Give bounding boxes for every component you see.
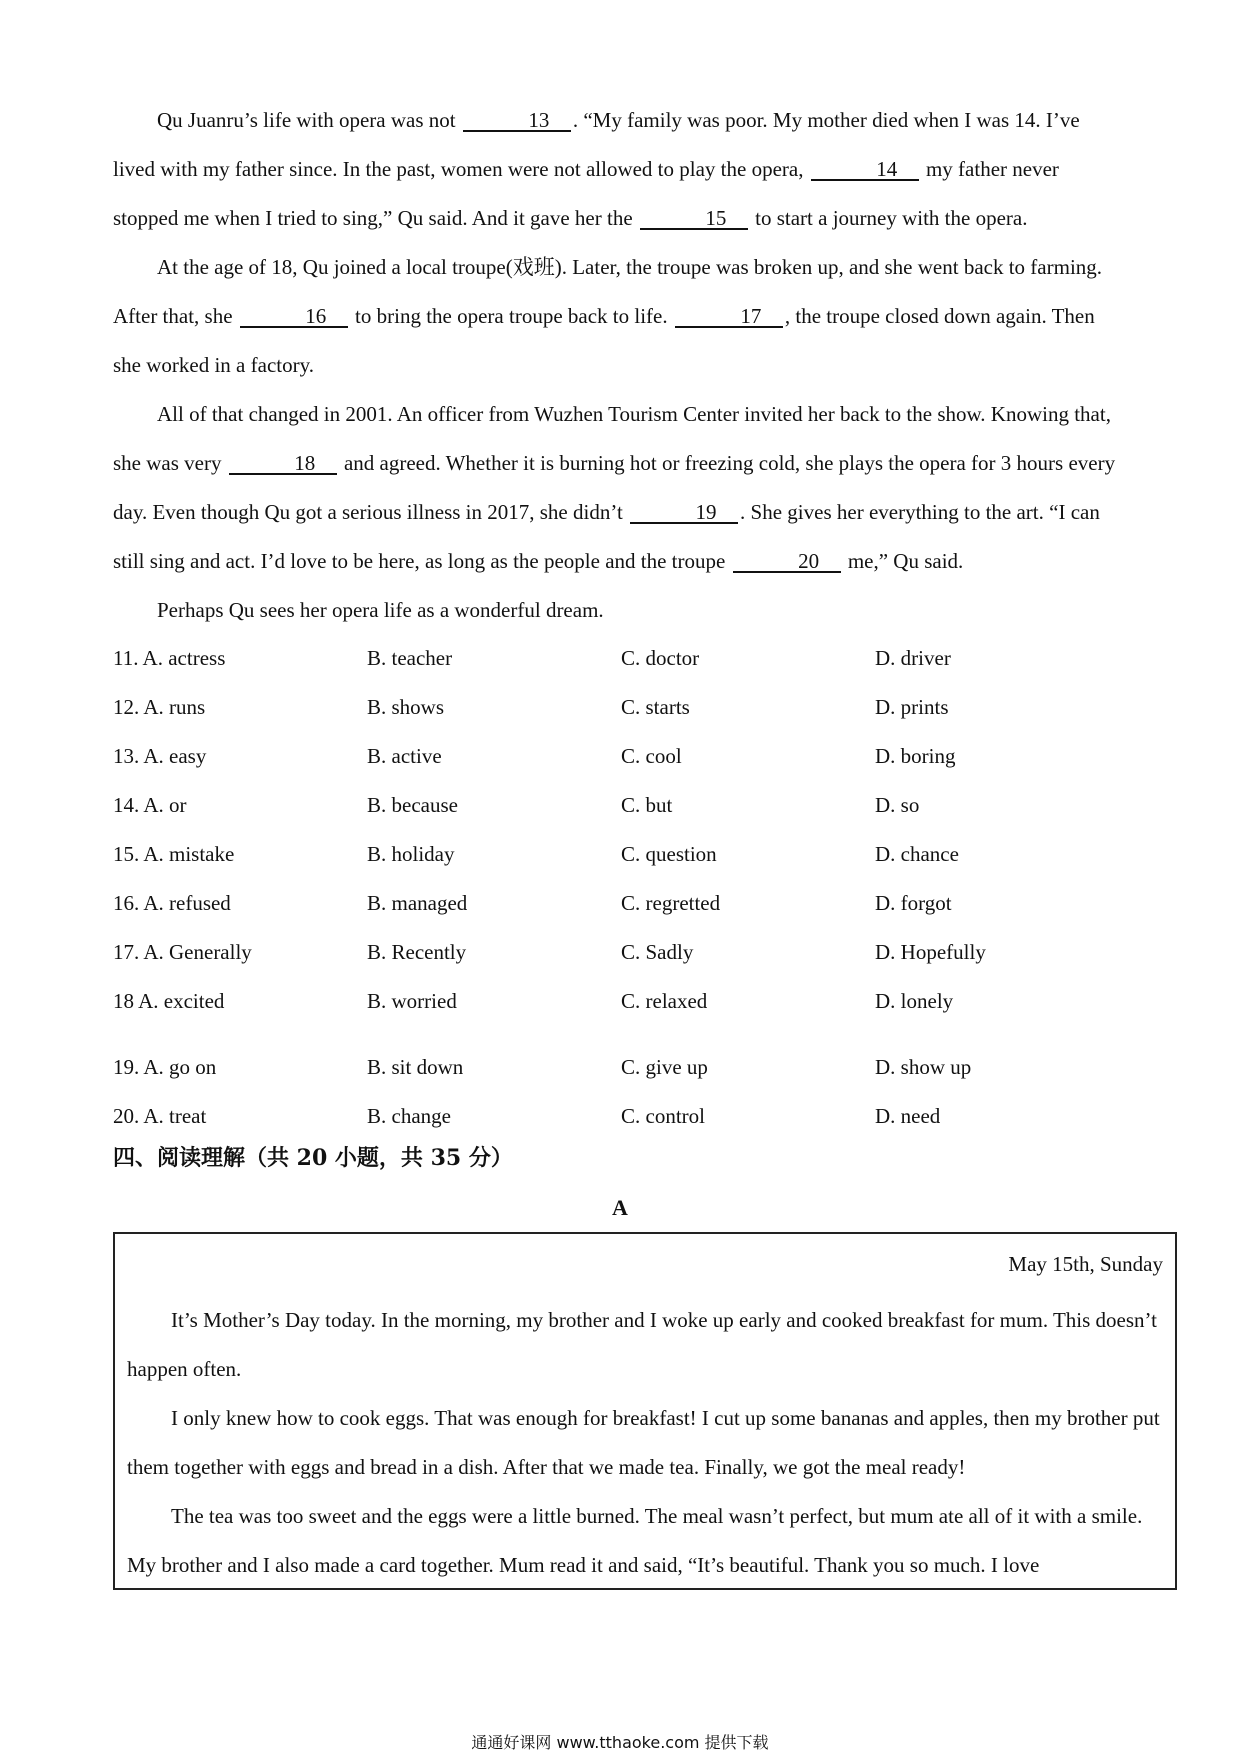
answer-options bbox=[113, 634, 1123, 1141]
option-d[interactable]: D. need bbox=[875, 1104, 941, 1128]
option-b[interactable]: B. sit down bbox=[367, 1055, 464, 1079]
option-c[interactable]: C. Sadly bbox=[621, 940, 694, 964]
blank-17[interactable]: 17 bbox=[675, 306, 783, 328]
option-b[interactable]: B. holiday bbox=[367, 842, 455, 866]
blank-19[interactable]: 19 bbox=[630, 502, 738, 524]
cloze-paragraph-1: Qu Juanru’s life with opera was not 13 . “My family was poor. My mother died when I was 14. I’ve lived with my father since. In the past, women were not allowed to play the opera, 14 my father never stopped me when I tried to sing,” Qu said. And it gave her the 15 to start a journey with the opera. bbox=[113, 108, 1080, 230]
option-a[interactable]: 11. A. actress bbox=[113, 646, 226, 670]
option-b[interactable]: B. because bbox=[367, 793, 458, 817]
option-b[interactable]: B. worried bbox=[367, 989, 457, 1013]
option-d[interactable]: D. driver bbox=[875, 646, 951, 670]
option-d[interactable]: D. prints bbox=[875, 695, 949, 719]
option-c[interactable]: C. question bbox=[621, 842, 717, 866]
blank-14[interactable]: 14 bbox=[811, 159, 919, 181]
option-a[interactable]: 19. A. go on bbox=[113, 1055, 217, 1079]
diary-text bbox=[127, 1296, 1167, 1590]
option-c[interactable]: C. cool bbox=[621, 744, 682, 768]
option-a[interactable]: 20. A. treat bbox=[113, 1104, 207, 1128]
blank-20[interactable]: 20 bbox=[733, 551, 841, 573]
option-d[interactable]: D. so bbox=[875, 793, 920, 817]
diary-date: May 15th, Sunday bbox=[1008, 1252, 1163, 1276]
option-row-14 bbox=[113, 781, 1123, 830]
option-c[interactable]: C. starts bbox=[621, 695, 690, 719]
option-b[interactable]: B. shows bbox=[367, 695, 445, 719]
diary-box bbox=[113, 1232, 1177, 1590]
option-a[interactable]: 13. A. easy bbox=[113, 744, 207, 768]
option-a[interactable]: 12. A. runs bbox=[113, 695, 206, 719]
option-b[interactable]: B. Recently bbox=[367, 940, 467, 964]
option-row-13 bbox=[113, 732, 1123, 781]
option-c[interactable]: C. give up bbox=[621, 1055, 708, 1079]
option-d[interactable]: D. show up bbox=[875, 1055, 972, 1079]
option-row-19 bbox=[113, 1043, 1123, 1092]
option-row-12 bbox=[113, 683, 1123, 732]
option-c[interactable]: C. control bbox=[621, 1104, 705, 1128]
option-a[interactable]: 14. A. or bbox=[113, 793, 187, 817]
option-a[interactable]: 18 A. excited bbox=[113, 989, 225, 1013]
option-b[interactable]: B. change bbox=[367, 1104, 451, 1128]
option-d[interactable]: D. chance bbox=[875, 842, 959, 866]
option-a[interactable]: 15. A. mistake bbox=[113, 842, 235, 866]
blank-13[interactable]: 13 bbox=[463, 110, 571, 132]
cloze-paragraph-4: Perhaps Qu sees her opera life as a wonderful dream. bbox=[157, 598, 604, 622]
option-row-11 bbox=[113, 634, 1123, 683]
option-d[interactable]: D. Hopefully bbox=[875, 940, 986, 964]
passage-label: A bbox=[612, 1195, 628, 1220]
option-d[interactable]: D. lonely bbox=[875, 989, 954, 1013]
cloze-paragraph-3: All of that changed in 2001. An officer from Wuzhen Tourism Center invited her back to the show. Knowing that, she was very 18 and agreed. Whether it is burning hot or freezing cold, she plays the opera for 3 hours every day. Even though Qu got a serious illness in 2017, she didn’t 19 . She gives her everything to the art. “I can still sing and act. I’d love to be here, as long as the people and the troupe 20 me,” Qu said. bbox=[113, 402, 1116, 573]
blank-18[interactable]: 18 bbox=[229, 453, 337, 475]
option-b[interactable]: B. managed bbox=[367, 891, 468, 915]
cloze-paragraph-2: At the age of 18, Qu joined a local troupe(戏班). Later, the troupe was broken up, and she went back to farming. After that, she 16 to bring the opera troupe back to life. 17 , the troupe closed down again. Then she worked in a factory. bbox=[113, 255, 1103, 377]
option-a[interactable]: 17. A. Generally bbox=[113, 940, 252, 964]
option-b[interactable]: B. teacher bbox=[367, 646, 453, 670]
page-footer: 通通好课网 www.tthaoke.com 提供下载 bbox=[471, 1733, 769, 1752]
option-row-18 bbox=[113, 977, 1123, 1026]
option-row-20 bbox=[113, 1092, 1123, 1141]
option-row-16 bbox=[113, 879, 1123, 928]
diary-paragraph: The tea was too sweet and the eggs were a little burned. The meal wasn’t perfect, but mum ate all of it with a smile. My brother and I also made a card together. Mum read it and said, “It’s beautiful. Thank you so much. I love bbox=[127, 1504, 1143, 1577]
option-c[interactable]: C. regretted bbox=[621, 891, 721, 915]
section-title: 四、阅读理解（共 20 小题，共 35 分） bbox=[113, 1145, 513, 1171]
option-a[interactable]: 16. A. refused bbox=[113, 891, 231, 915]
option-c[interactable]: C. relaxed bbox=[621, 989, 708, 1013]
diary-paragraph: It’s Mother’s Day today. In the morning, my brother and I woke up early and cooked breakfast for mum. This doesn’t happen often. bbox=[127, 1308, 1157, 1381]
diary-paragraph: I only knew how to cook eggs. That was enough for breakfast! I cut up some bananas and apples, then my brother put them together with eggs and bread in a dish. After that we made tea. Finally, we got the meal ready! bbox=[127, 1406, 1160, 1479]
blank-16[interactable]: 16 bbox=[240, 306, 348, 328]
option-d[interactable]: D. boring bbox=[875, 744, 956, 768]
option-row-17 bbox=[113, 928, 1123, 977]
option-row-15 bbox=[113, 830, 1123, 879]
option-b[interactable]: B. active bbox=[367, 744, 442, 768]
option-c[interactable]: C. but bbox=[621, 793, 673, 817]
blank-15[interactable]: 15 bbox=[640, 208, 748, 230]
option-c[interactable]: C. doctor bbox=[621, 646, 700, 670]
option-d[interactable]: D. forgot bbox=[875, 891, 952, 915]
